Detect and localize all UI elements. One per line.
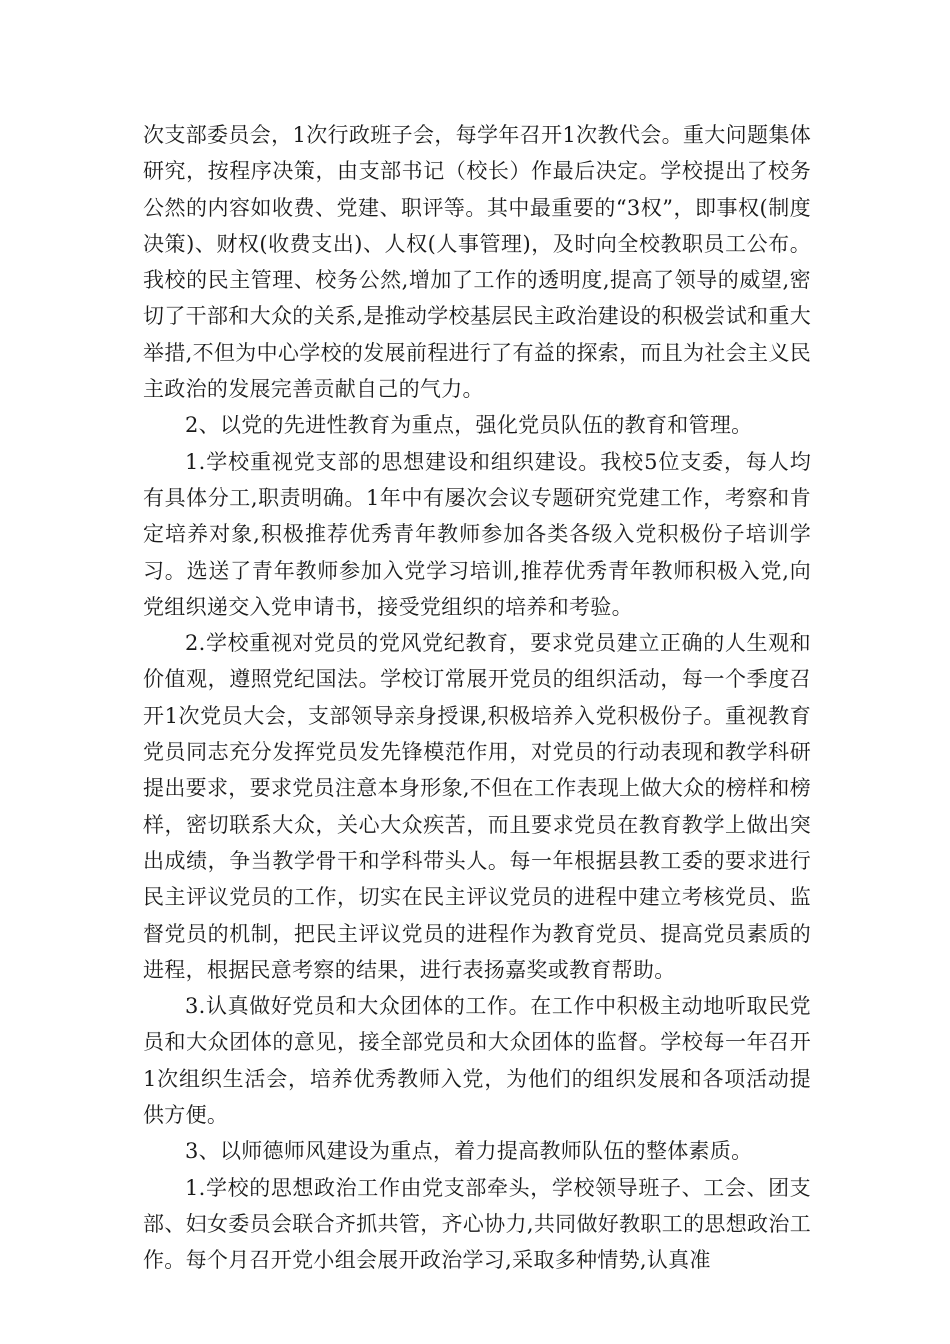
paragraph-2-2: 2.学校重视对党员的党风党纪教育，要求党员建立正确的人生观和价值观，遵照党纪国法。学校订常展开党员的组织活动，每一个季度召开1次党员大会，支部领导亲身授课,积极培养入党积极份子。重视教育党员同志充分发挥党员发先锋模范作用，对党员的行动表现和教学科研提出要求，要求党员注意本身形象,不但在工作表现上做大众的榜样和榜样，密切联系大众，关心大众疾苦，而且要求党员在教育教学上做出突出成绩，争当教学骨干和学科带头人。每一年根据县教工委的要求进行民主评议党员的工作，切实在民主评议党员的进程中建立考核党员、监督党员的机制，把民主评议党员的进程作为教育党员、提高党员素质的进程，根据民意考察的结果，进行表扬嘉奖或教育帮助。	[143, 631, 811, 982]
section-heading-2: 2、以党的先进性教育为重点，强化党员队伍的教育和管理。	[185, 413, 753, 438]
paragraph-2-1: 1.学校重视党支部的思想建设和组织建设。我校5位支委，每人均有具体分工,职责明确。1年中有屡次会议专题研究党建工作，考察和肯定培养对象,积极推荐优秀青年教师参加各类各级入党积极份子培训学习。选送了青年教师参加入党学习培训,推荐优秀青年教师积极入党,向党组织递交入党申请书，接受党组织的培养和考验。	[143, 449, 811, 619]
paragraph-2-3: 3.认真做好党员和大众团体的工作。在工作中积极主动地听取民党员和大众团体的意见，接全部党员和大众团体的监督。学校每一年召开1次组织生活会，培养优秀教师入党，为他们的组织发展和各项活动提供方便。	[143, 994, 811, 1128]
paragraph-continued: 次支部委员会，1次行政班子会，每学年召开1次教代会。重大问题集体研究，按程序决策，由支部书记（校长）作最后决定。学校提出了校务公然的内容如收费、党建、职评等。其中最重要的“3权”，即事权(制度决策)、财权(收费支出)、人权(人事管理)，及时向全校教职员工公布。我校的民主管理、校务公然,增加了工作的透明度,提高了领导的威望,密切了干部和大众的关系,是推动学校基层民主政治建设的积极尝试和重大举措,不但为中心学校的发展前程进行了有益的探索，而且为社会主义民主政治的发展完善贡献自己的气力。	[143, 123, 811, 402]
section-heading-3: 3、以师德师风建设为重点，着力提高教师队伍的整体素质。	[185, 1139, 753, 1164]
paragraph-3-1: 1.学校的思想政治工作由党支部牵头，学校领导班子、工会、团支部、妇女委员会联合齐抓共管，齐心协力,共同做好教职工的思想政治工作。每个月召开党小组会展开政治学习,采取多种情势,认真准	[143, 1175, 811, 1273]
document-body	[143, 117, 811, 1279]
